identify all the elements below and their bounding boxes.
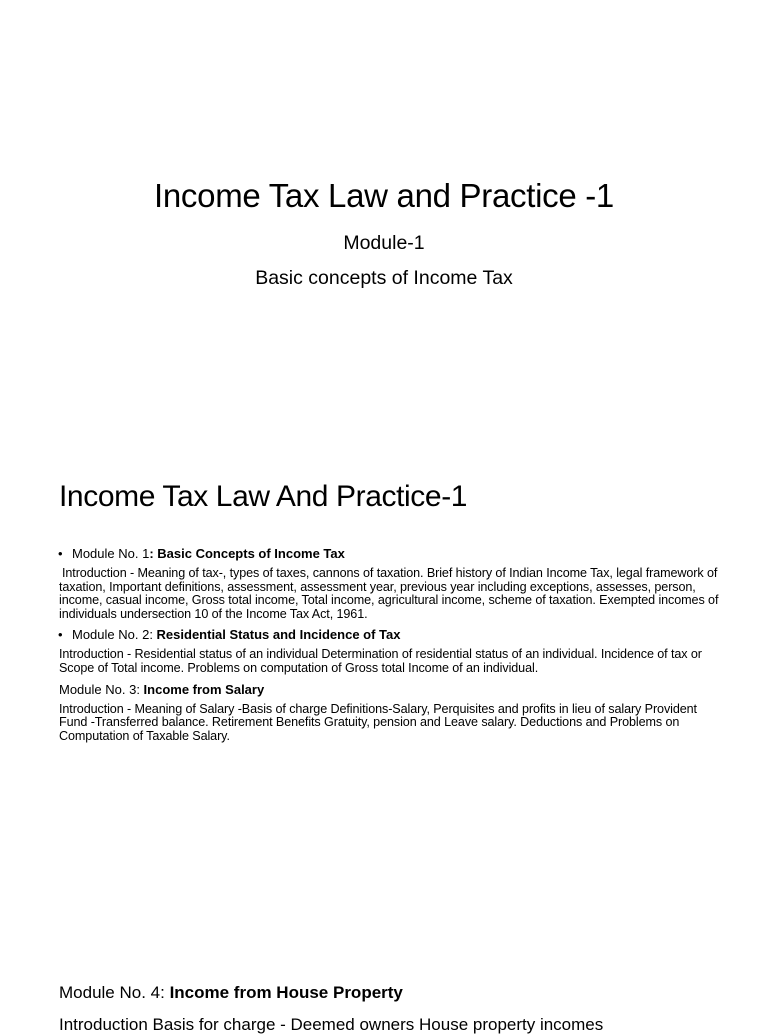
module-3-name: Income from Salary (143, 681, 265, 697)
syllabus-body (59, 546, 719, 749)
title-slide (0, 0, 768, 432)
module-3-prefix: Module No. 3: (59, 681, 144, 697)
module-4-slide (0, 864, 768, 1034)
module-4-description: Introduction Basis for charge - Deemed owners House property incomes (59, 1015, 604, 1034)
module-4-name: Income from House Property (169, 983, 403, 1002)
module-2-description: Introduction - Residential status of an individual Determination of residential status of an individual. Incidence of tax or Scope of Total income. Problems on computation of Gross total Income of an individual. (59, 647, 702, 675)
module-2-prefix: Module No. 2: (72, 627, 157, 643)
module-4-heading (59, 982, 403, 1004)
module-1-prefix: Module No. 1 (72, 546, 150, 561)
bullet-icon: • (58, 546, 63, 561)
module-subtitle: Module-1 (343, 232, 425, 254)
syllabus-slide (0, 432, 768, 864)
module-4-prefix: Module No. 4: (59, 983, 170, 1002)
bullet-icon: • (58, 627, 63, 643)
module-1-description: Introduction - Meaning of tax-, types of taxes, cannons of taxation. Brief history of Indian Income Tax, legal framework of taxation, Important definitions, assessment, assessment year, previous year including exceptions, assesses, person, income, casual income, Gross total income, Total income, agricultural income, scheme of taxation. Exempted incomes of individuals undersection 10 of the Income Tax Act, 1961. (59, 566, 719, 621)
module-1-name: : Basic Concepts of Income Tax (149, 546, 345, 561)
syllabus-title: Income Tax Law And Practice-1 (59, 480, 468, 513)
module-2-heading (58, 627, 719, 643)
module-2-name: Residential Status and Incidence of Tax (156, 627, 401, 643)
module-3-description: Introduction - Meaning of Salary -Basis of charge Definitions-Salary, Perquisites and profits in lieu of salary Provident Fund -Transferred balance. Retirement Benefits Gratuity, pension and Leave salary. Deductions and Problems on Computation of Taxable Salary. (59, 701, 697, 743)
presentation-title: Income Tax Law and Practice -1 (154, 177, 614, 214)
module-3-heading (59, 682, 719, 698)
module-1-heading (58, 546, 719, 562)
topic-subtitle: Basic concepts of Income Tax (255, 267, 513, 289)
